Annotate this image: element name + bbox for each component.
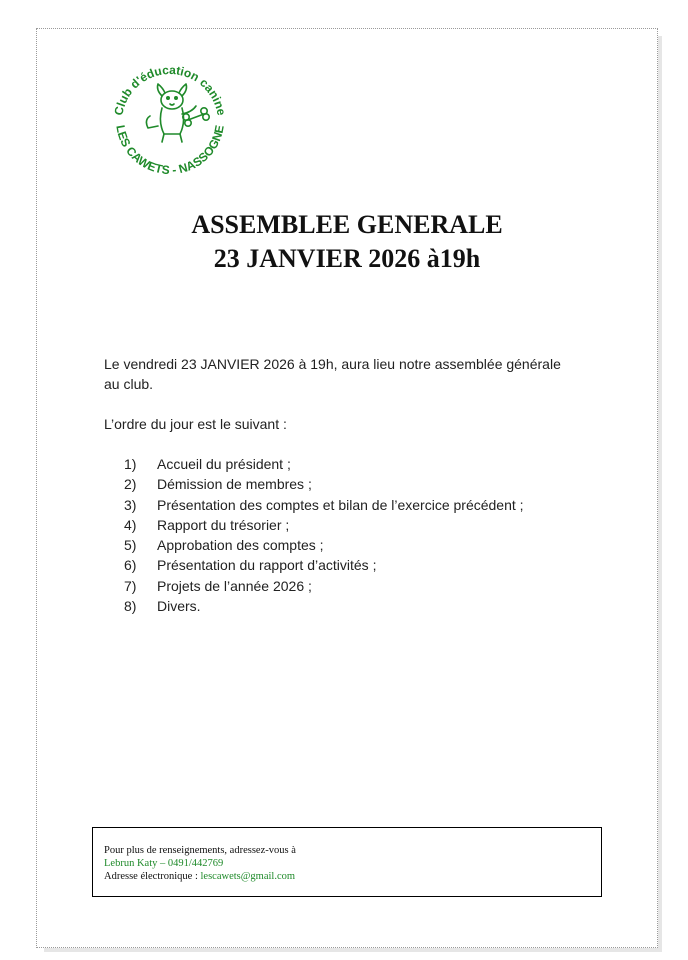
- agenda-item: 5) Approbation des comptes ;: [124, 537, 324, 554]
- agenda-item: 2) Démission de membres ;: [124, 476, 312, 493]
- logo-arc-top: Club d'éducation canine: [111, 62, 229, 117]
- agenda-item: 4) Rapport du trésorier ;: [124, 516, 290, 533]
- title-line-2: 23 JANVIER 2026 à19h: [213, 244, 481, 273]
- email-address[interactable]: lescawets@gmail.com: [200, 871, 296, 882]
- logo-arc-bottom: LES CAWETS - NASSOGNE: [113, 123, 227, 178]
- agenda-item: 6) Présentation du rapport d’activités ;: [124, 557, 377, 574]
- intro-line-2: au club.: [104, 376, 154, 392]
- dog-logo-icon: [100, 50, 240, 180]
- email-line: [104, 870, 601, 883]
- intro-line-1: Le vendredi 23 JANVIER 2026 à 19h, aura lieu notre assemblée générale: [104, 356, 561, 372]
- agenda-item: 3) Présentation des comptes et bilan de l’exercice précédent ;: [124, 496, 524, 513]
- agenda-intro: L’ordre du jour est le suivant :: [104, 416, 287, 432]
- contact-info-box: [92, 827, 602, 897]
- contact-name-phone: Lebrun Katy – 0491/442769: [104, 858, 224, 869]
- agenda-item: 1) Accueil du président ;: [124, 456, 291, 472]
- agenda-item: 7) Projets de l’année 2026 ;: [124, 577, 312, 594]
- club-logo: [100, 50, 240, 180]
- title-line-1: ASSEMBLEE GENERALE: [191, 210, 503, 239]
- page-shadow-right: [658, 36, 662, 950]
- email-label: Adresse électronique :: [104, 871, 201, 882]
- page-shadow-bottom: [44, 948, 662, 952]
- agenda-item: 8) Divers.: [124, 598, 201, 615]
- intro-paragraph: [104, 354, 604, 394]
- info-line: Pour plus de renseignements, adressez-vous à: [104, 845, 296, 856]
- agenda-list: [104, 454, 624, 616]
